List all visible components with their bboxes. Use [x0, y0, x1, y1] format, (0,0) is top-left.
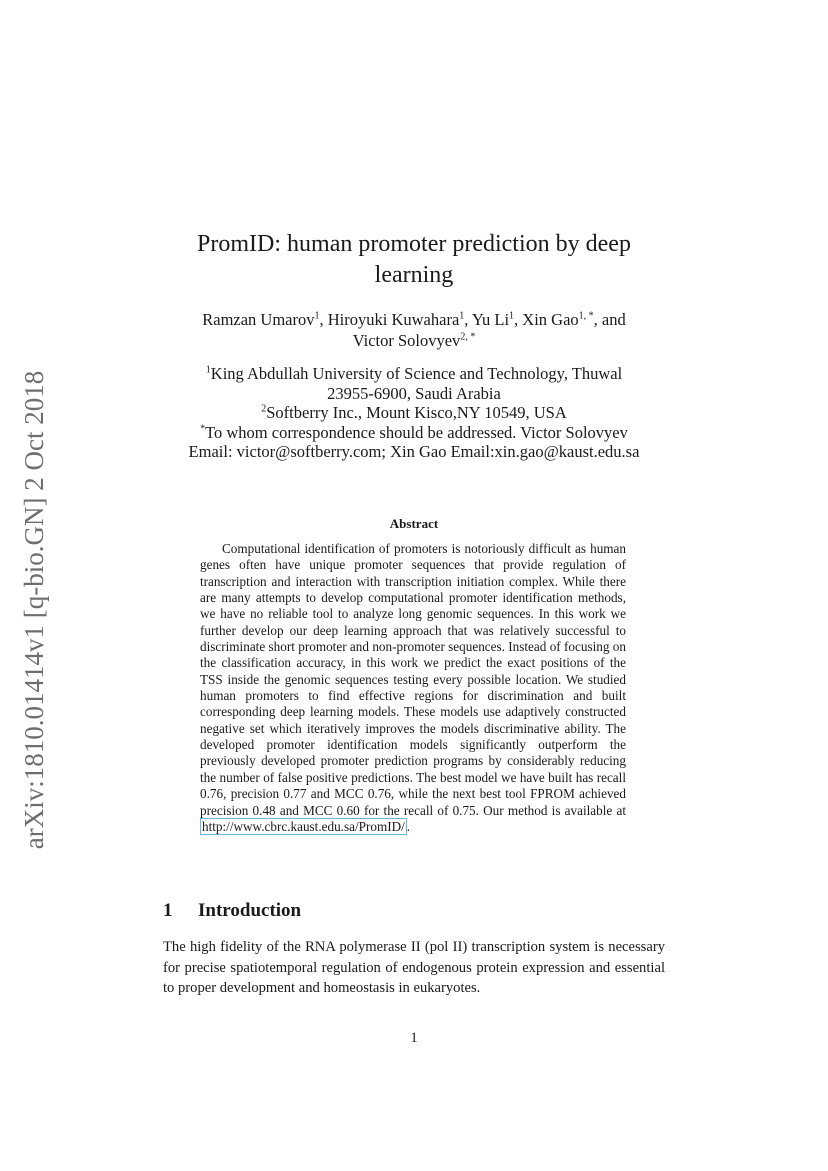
affiliation-mark: 2 — [261, 403, 267, 415]
author-name: Victor Solovyev — [352, 331, 461, 350]
author-line-2 — [150, 330, 678, 351]
author-name: , Hiroyuki Kuwahara — [319, 310, 460, 329]
correspondence-note — [150, 423, 678, 443]
abstract-heading: Abstract — [389, 516, 439, 531]
arxiv-identifier-text: arXiv:1810.01414v1 [q-bio.GN] 2 Oct 2018 — [19, 370, 49, 850]
author-list — [150, 309, 678, 351]
arxiv-identifier-stamp — [14, 352, 54, 868]
author-affiliation-mark: 2, * — [460, 331, 476, 343]
affiliation-mark: 1 — [205, 364, 211, 376]
promid-url-link[interactable]: http://www.cbrc.kaust.edu.sa/PromID/ — [202, 818, 405, 834]
section-number: 1 — [163, 900, 173, 921]
affiliation-1 — [150, 364, 678, 384]
abstract-text: Computational identification of promoters is notoriously difficult as human genes often have unique promoter sequences that provide regulation of transcription and interaction with transcription initiation complex. While there are many attempts to develop computational promoter identification methods, we have no reliable tool to analyze long genomic sequences. In this work we further develop our deep learning approach that was relatively successful to discriminate short promoter and non-promoter sequences. Instead of focusing on the classification accuracy, in this work we predict the exact positions of the TSS inside the genomic sequences testing every possible location. We studied human promoters to find effective regions for discrimination and built corresponding deep learning models. These models use adaptively constructed negative set which iteratively improves the models discriminative ability. The developed promoter identification models significantly outperform the previously developed promoter prediction programs by considerably reducing the number of false positive predictions. The best model we have built has recall 0.76, precision 0.77 and MCC 0.76, while the next best tool FPROM achieved precision 0.48 and MCC 0.60 for the recall of 0.75. Our method is available at — [200, 541, 626, 818]
affiliation-2-line-1: Softberry Inc., Mount Kisco,NY 10549, USA — [266, 403, 567, 422]
author-line-1 — [150, 309, 678, 330]
correspondence-line-1: To whom correspondence should be addressed. Victor Solovyev — [205, 422, 628, 442]
introduction-paragraph: The high fidelity of the RNA polymerase II (pol II) transcription system is necessary for precise spatiotemporal regulation of endogenous protein expression and essential to proper development and homeostasis in eukaryotes. — [163, 939, 665, 996]
correspondence-emails: Email: victor@softberry.com; Xin Gao Email:xin.gao@kaust.edu.sa — [188, 442, 640, 461]
page-number: 1 — [410, 1030, 418, 1046]
author-name: Ramzan Umarov — [202, 310, 315, 329]
author-affiliation-mark: 1 — [509, 310, 515, 322]
affiliation-2 — [150, 403, 678, 423]
author-affiliation-mark: 1, * — [578, 310, 594, 322]
author-affiliation-mark: 1 — [459, 310, 465, 322]
affiliation-1-line-2: 23955-6900, Saudi Arabia — [327, 383, 501, 403]
affiliation-1-line-1: King Abdullah University of Science and Technology, Thuwal — [210, 364, 623, 383]
author-affiliation-mark: 1 — [314, 310, 320, 322]
abstract-body — [200, 541, 626, 835]
author-conjunction: , and — [593, 310, 626, 329]
correspondence-mark: * — [200, 423, 206, 434]
abstract-trailing-period: . — [406, 818, 411, 834]
section-title: Introduction — [198, 900, 302, 921]
paper-title: PromID: human promoter prediction by deep learning — [197, 231, 631, 288]
affiliations — [150, 364, 678, 462]
section-heading-introduction — [163, 899, 301, 923]
author-name: , Xin Gao — [514, 310, 579, 329]
author-name: , Yu Li — [464, 310, 510, 329]
